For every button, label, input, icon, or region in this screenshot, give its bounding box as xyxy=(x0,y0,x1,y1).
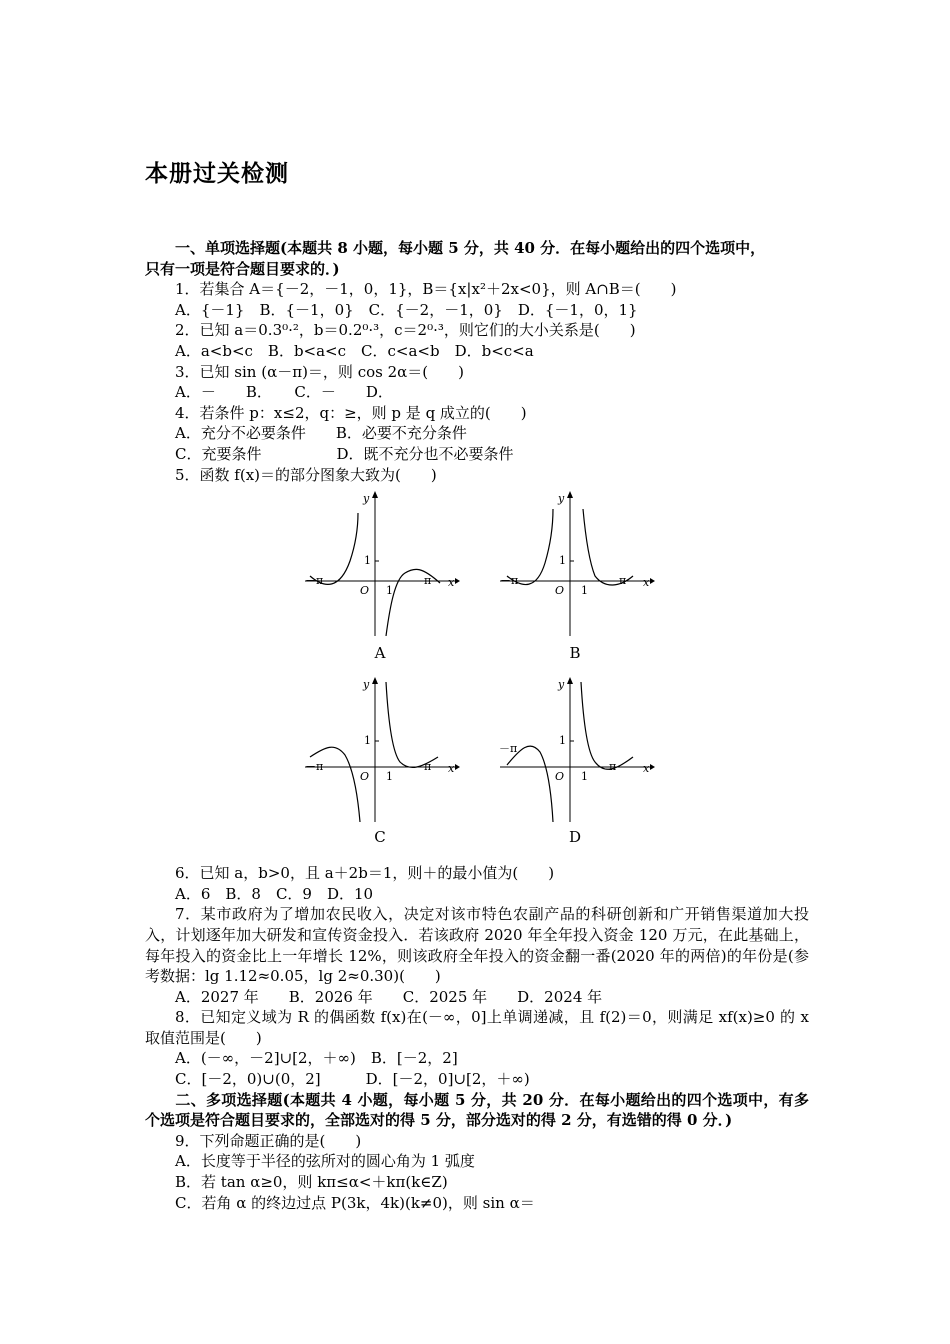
q8-options-2: C．[－2，0)∪(0，2] D．[－2，0]∪[2，＋∞) xyxy=(175,1070,530,1089)
one-x-label: 1 xyxy=(386,584,393,598)
pi-label: π xyxy=(619,574,627,588)
y-label: y xyxy=(363,678,370,692)
y-label: y xyxy=(558,678,565,692)
q6-stem: 6．已知 a，b>0，且 a＋2b＝1，则＋的最小值为( ) xyxy=(175,864,555,883)
neg-pi-label: －π xyxy=(305,760,324,774)
neg-pi-label: －π xyxy=(500,574,519,588)
q7-stem-wrap xyxy=(145,904,809,986)
y-label: y xyxy=(558,492,565,506)
graph-a-label: A xyxy=(374,644,386,663)
graph-b-label: B xyxy=(569,644,581,663)
q2-stem: 2．已知 a＝0.3⁰·²，b＝0.2⁰·³，c＝2⁰·³，则它们的大小关系是( ) xyxy=(175,321,636,340)
neg-pi-label: －π xyxy=(305,574,324,588)
graph-a xyxy=(300,491,460,661)
graph-c-plot xyxy=(300,677,460,822)
graph-c xyxy=(300,677,460,847)
graph-c-label: C xyxy=(374,828,386,847)
section1-header-line2: 只有一项是符合题目要求的．) xyxy=(145,259,340,278)
origin-label: O xyxy=(360,770,370,784)
y-label: y xyxy=(363,492,370,506)
one-x-label: 1 xyxy=(386,770,393,784)
one-label: 1 xyxy=(364,734,371,748)
one-label: 1 xyxy=(559,554,566,568)
graph-d-plot xyxy=(495,677,655,822)
graph-a-plot xyxy=(300,491,460,636)
pi-label: π xyxy=(424,760,432,774)
section2-header-wrap xyxy=(145,1090,809,1131)
q8-options-1: A．(－∞，－2]∪[2，＋∞) B．[－2，2] xyxy=(175,1049,458,1068)
q9-option-c: C．若角 α 的终边过点 P(3k，4k)(k≠0)，则 sin α＝ xyxy=(175,1193,535,1212)
q1-options: A．{－1} B．{－1，0} C．{－2，－1，0} D．{－1，0，1} xyxy=(175,300,638,319)
graph-b-plot xyxy=(495,491,655,636)
origin-label: O xyxy=(555,584,565,598)
q6-options: A．6 B．8 C．9 D．10 xyxy=(175,884,374,903)
exam-content xyxy=(145,238,809,1213)
q8-stem: 8．已知定义域为 R 的偶函数 f(x)在(－∞，0]上单调递减，且 f(2)＝0，则满足 xf(x)≥0 的 x 取值范围是( ) xyxy=(145,1008,809,1047)
graph-d xyxy=(495,677,655,847)
x-label: x xyxy=(643,576,650,590)
q3-options: A．－ B． C．－ D． xyxy=(175,383,393,402)
q8-stem-wrap xyxy=(145,1007,809,1048)
curve-right xyxy=(386,569,440,636)
one-label: 1 xyxy=(364,554,371,568)
q5-graphs xyxy=(145,485,809,863)
section1-header-line1: 一、单项选择题(本题共 8 小题，每小题 5 分，共 40 分．在每小题给出的四个选项中， xyxy=(175,239,766,257)
x-label: x xyxy=(643,762,650,776)
pi-label: π xyxy=(424,574,432,588)
graph-d-label: D xyxy=(568,828,582,847)
q4-options-1: A．充分不必要条件 B．必要不充分条件 xyxy=(175,424,467,443)
page-title: 本册过关检测 xyxy=(145,161,289,187)
one-x-label: 1 xyxy=(581,584,588,598)
q7-stem: 7．某市政府为了增加农民收入，决定对该市特色农副产品的科研创新和广开销售渠道加大投入，计划逐年加大研发和宣传资金投入．若该政府 2020 年全年投入资金 120 万元，在此基础上，每年投入的资金比上一年增长 12%，则该政府全年投入的资金翻一番(2020 年的两倍)的年份是(参考数据：lg 1.12≈0.05，lg 2≈0.30)( ) xyxy=(145,905,809,986)
graph-b xyxy=(495,491,655,661)
one-label: 1 xyxy=(559,734,566,748)
section2-header: 二、多项选择题(本题共 4 小题，每小题 5 分，共 20 分．在每小题给出的四个选项中，有多个选项是符合题目要求的，全部选对的得 5 分，部分选对的得 2 分，有选错的得 0 分．) xyxy=(145,1090,809,1130)
q4-options-2: C．充要条件 D．既不充分也不必要条件 xyxy=(175,444,514,463)
neg-pi-label: －π xyxy=(499,742,518,756)
q3-stem: 3．已知 sin (α－π)＝，则 cos 2α＝( ) xyxy=(175,362,464,381)
x-label: x xyxy=(448,576,455,590)
q1-stem: 1．若集合 A＝{－2，－1，0，1}，B＝{x|x²＋2x<0}，则 A∩B＝( ) xyxy=(175,280,677,299)
q4-stem: 4．若条件 p：x≤2，q：≥，则 p 是 q 成立的( ) xyxy=(175,403,527,422)
q5-stem: 5．函数 f(x)＝的部分图象大致为( ) xyxy=(175,465,437,484)
pi-label: π xyxy=(609,760,617,774)
q7-options: A．2027 年 B．2026 年 C．2025 年 D．2024 年 xyxy=(175,987,603,1006)
origin-label: O xyxy=(555,770,565,784)
q9-option-a: A．长度等于半径的弦所对的圆心角为 1 弧度 xyxy=(175,1152,475,1171)
q9-stem: 9．下列命题正确的是( ) xyxy=(175,1131,362,1150)
origin-label: O xyxy=(360,584,370,598)
x-label: x xyxy=(448,762,455,776)
one-x-label: 1 xyxy=(581,770,588,784)
q2-options: A．a<b<c B．b<a<c C．c<a<b D．b<c<a xyxy=(175,341,534,360)
q9-option-b: B．若 tan α≥0，则 kπ≤α<＋kπ(k∈Z) xyxy=(175,1173,448,1192)
